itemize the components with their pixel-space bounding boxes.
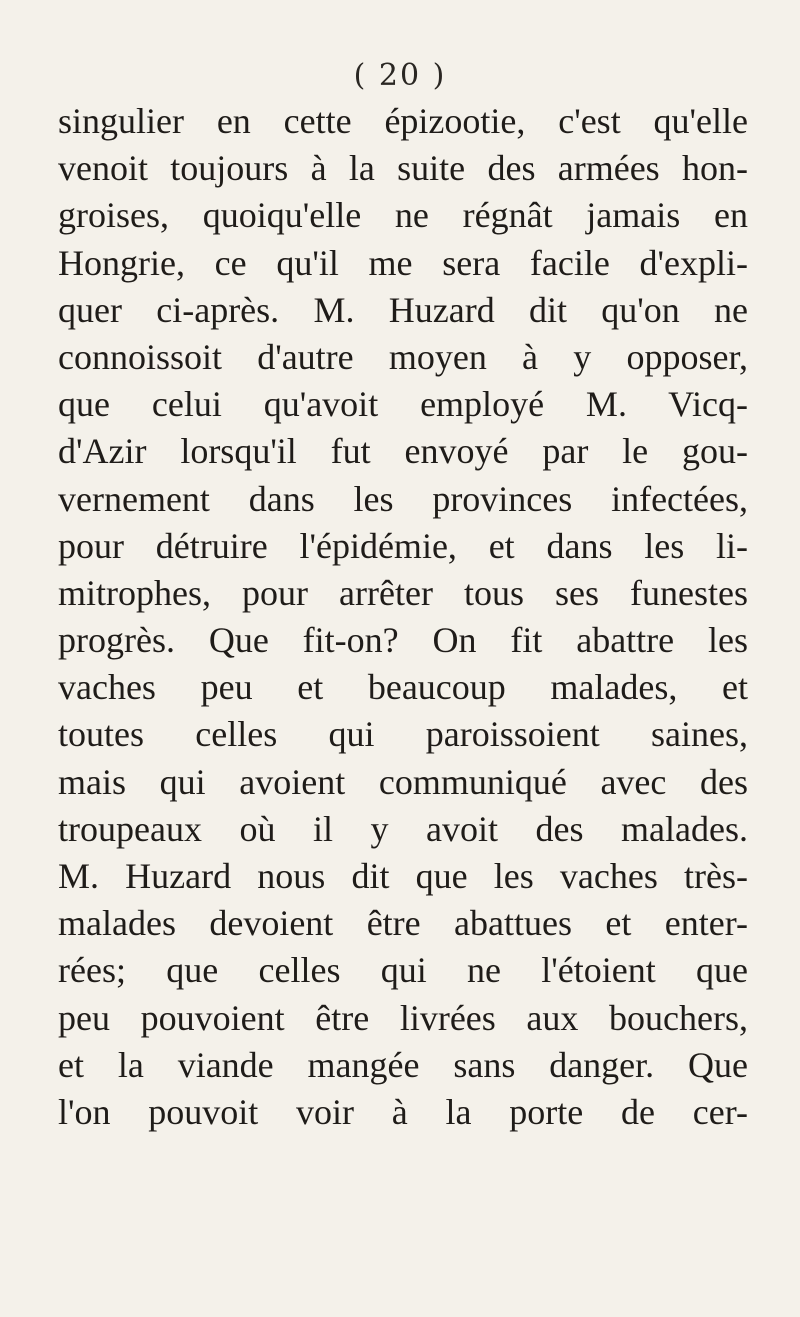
text-line: pour détruire l'épidémie, et dans les li- — [58, 525, 748, 566]
text-line: M. Huzard nous dit que les vaches très- — [58, 856, 748, 896]
text-line: peu pouvoient être livrées aux bouchers, — [58, 997, 748, 1038]
text-line: que celui qu'avoit employé M. Vicq- — [58, 384, 748, 425]
text-line: et la viande mangée sans danger. Que — [58, 1044, 748, 1085]
text-line: malades devoient être abattues et enter- — [58, 903, 748, 944]
text-line: vernement dans les provinces infectées, — [58, 478, 748, 519]
text-line: vaches peu et beaucoup malades, et — [58, 667, 748, 708]
text-line: connoissoit d'autre moyen à y opposer, — [58, 336, 748, 377]
text-line: toutes celles qui paroissoient saines, — [58, 714, 748, 755]
text-line: l'on pouvoit voir à la porte de cer- — [58, 1091, 748, 1132]
text-line: d'Azir lorsqu'il fut envoyé par le gou- — [58, 431, 748, 472]
text-line: Hongrie, ce qu'il me sera facile d'expli- — [58, 242, 748, 283]
page-number-header: ( 20 ) — [353, 58, 447, 93]
body-text — [58, 98, 748, 1136]
text-line: mitrophes, pour arrêter tous ses funestes — [58, 572, 748, 613]
text-line: mais qui avoient communiqué avec des — [58, 761, 748, 802]
text-line: singulier en cette épizootie, c'est qu'elle — [58, 101, 748, 141]
text-line: progrès. Que fit-on? On fit abattre les — [58, 620, 748, 661]
text-line: troupeaux où il y avoit des malades. — [58, 808, 748, 849]
text-line: quer ci-après. M. Huzard dit qu'on ne — [58, 289, 748, 330]
text-line: groises, quoiqu'elle ne régnât jamais en — [58, 195, 748, 236]
text-line: venoit toujours à la suite des armées hon- — [58, 148, 748, 189]
text-line: rées; que celles qui ne l'étoient que — [58, 950, 748, 991]
